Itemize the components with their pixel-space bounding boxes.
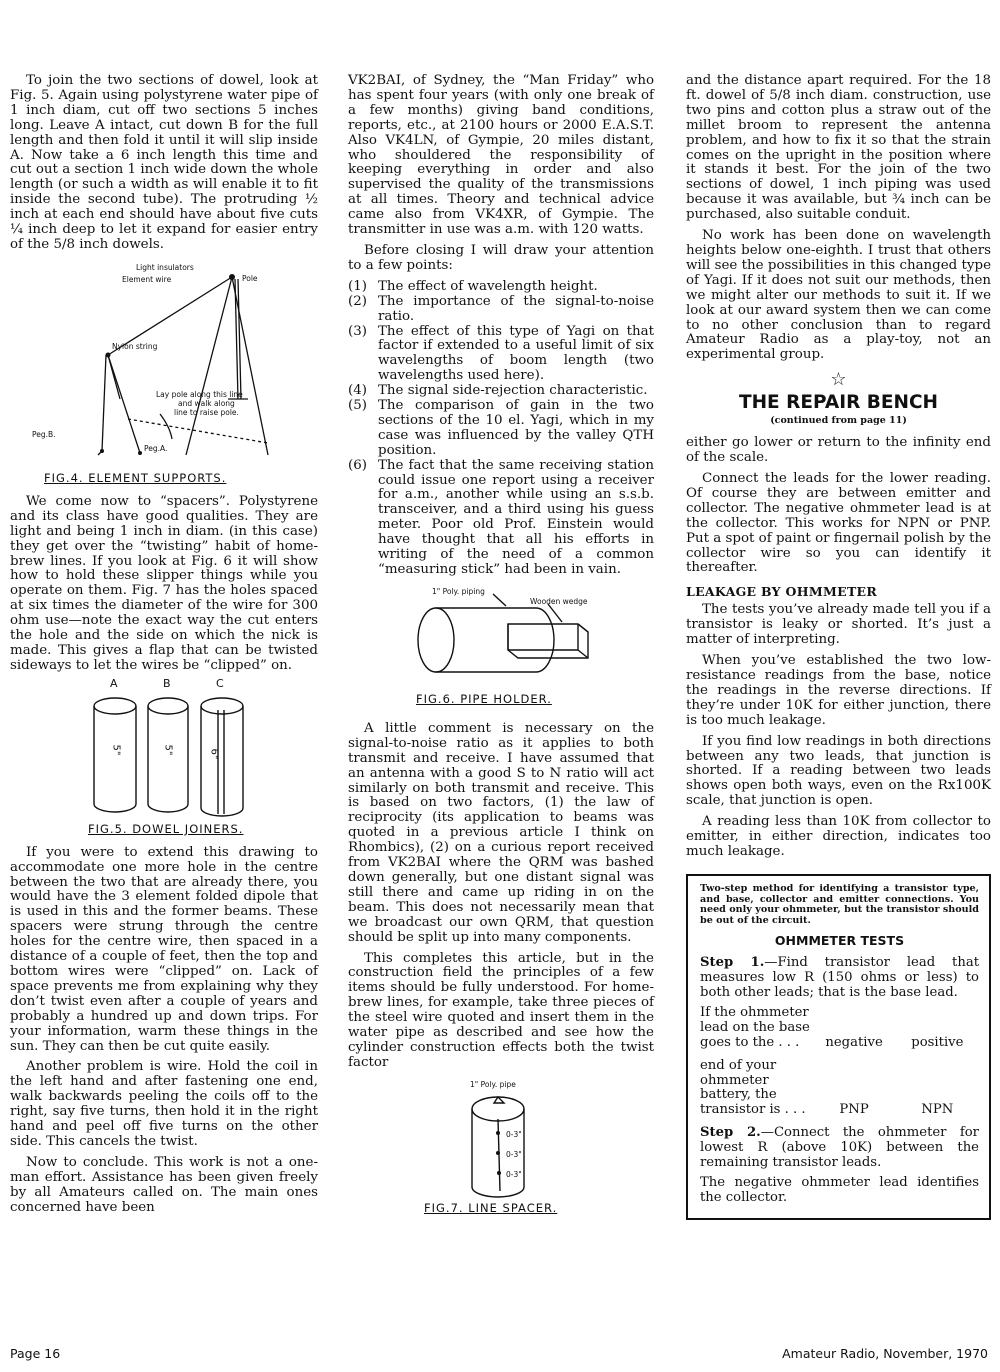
paragraph: The tests you’ve already made tell you if a transistor is leaky or shorted. It’s just a matter of interpreting. xyxy=(686,602,991,648)
paragraph: Another problem is wire. Hold the coil in the left hand and after fastening one end, walk backwards peeling the coils off to the right, say five turns, then hold it in the right hand and peel off five turns on the other side. This cancels the twist. xyxy=(10,1059,318,1149)
figure-7-drawing xyxy=(348,1079,654,1201)
label-c-length: 6" xyxy=(208,748,220,760)
label-peg-a: Peg.A. xyxy=(144,443,168,453)
row-2-pnp: PNP xyxy=(839,1102,869,1118)
list-item-number: (5) xyxy=(348,398,367,414)
row-2-text: end of your ohmmeter battery, the transistor is . . . xyxy=(700,1057,806,1118)
lookup-row-1 xyxy=(700,1006,979,1050)
list-item xyxy=(348,295,654,325)
label-pole: Pole xyxy=(242,273,258,283)
list-item-text: The effect of this type of Yagi on that factor if extended to a useful limit of six wavelengths of boom length (two wavelengths used here). xyxy=(378,323,654,384)
paragraph: A reading less than 10K from collector to emitter, in either direction, indicates too much leakage. xyxy=(686,814,991,859)
figure-7-caption: FIG.7. LINE SPACER. xyxy=(424,1200,558,1215)
step-1 xyxy=(700,956,979,1000)
paragraph: Now to conclude. This work is not a one-man effort. Assistance has been given freely by all Amateurs called on. The main ones concerned have been xyxy=(10,1154,318,1215)
box-final: The negative ohmmeter lead identifies the collector. xyxy=(700,1175,979,1206)
label-a: A xyxy=(110,676,118,690)
step-2 xyxy=(700,1126,979,1170)
label-element-wire: Element wire xyxy=(122,274,172,284)
star-icon: ☆ xyxy=(830,369,847,391)
list-item-text: The signal side-rejection characteristic. xyxy=(378,383,648,399)
list-item-text: The effect of wavelength height. xyxy=(378,278,598,294)
label-light-insulators: Light insulators xyxy=(136,262,194,272)
paragraph: No work has been done on wavelength heights below one-eighth. I trust that others will see the possibilities in this changed type of Yagi. If it does not suit our methods, then we might alter our methods to suit it. If we look at our award system then we can come to no other conclusion than to regard Amateur Radio as a play-toy, not an experimental group. xyxy=(686,228,991,363)
paragraph: To join the two sections of dowel, look at Fig. 5. Again using polystyrene water pipe of 1 inch diam, cut off two sections 5 inches long. Leave A intact, cut down B for the full length and then fold it until it will slip inside A. Now take a 6 inch length this time and cut out a section 1 inch wide down the whole length (or such a width as will enable it to fit inside the second tube). The protruding ½ inch at each end should have about five cuts ¼ inch deep to let it expand for easier entry of the 5/8 inch dowels. xyxy=(10,73,318,252)
label-c: C xyxy=(216,676,224,690)
row-1-positive: positive xyxy=(911,1035,964,1051)
step-1-label: Step 1. xyxy=(700,955,765,971)
figure-6-caption: FIG.6. PIPE HOLDER. xyxy=(416,691,552,706)
list-item-text: The fact that the same receiving station could issue one report using a receiver for a.m., another while using an s.s.b. transceiver, and a third using his guess meter. Poor old Prof. Einstein would have thought that all his efforts in writing of the need of a common “measuring stick” had been in vain. xyxy=(378,457,654,577)
list-item xyxy=(348,399,654,459)
page-number: Page 16 xyxy=(10,1346,61,1361)
paragraph: Connect the leads for the lower reading. Of course they are between emitter and collector. The negative ohmmeter lead is at the collector. This works for NPN or PNP. Put a spot of paint or fingernail polish by the collector wire so you can identify it thereafter. xyxy=(686,471,991,576)
figure-4-drawing xyxy=(10,259,318,467)
list-item-number: (1) xyxy=(348,278,367,294)
paragraph: If you were to extend this drawing to accommodate one more hole in the centre between the two that are already there, you would have the 3 element folded dipole that is used in this and the former beams. These spacers were strung through the centre holes for the centre wire, then spaced in a distance of a couple of feet, then the top and bottom wires were “clipped” on. Lack of space prevents me from explaining why they don’t twist even after a couple of years and probably a hundred up and down trips. For your information, warm these things in the sun. They can then be cut quite easily. xyxy=(10,844,318,1054)
label-nylon-string: Nylon string xyxy=(112,341,158,351)
row-1-text: If the ohmmeter lead on the base goes to the . . . xyxy=(700,1005,810,1051)
label-spacing-2: 0-3" xyxy=(506,1149,522,1159)
step-2-label: Step 2. xyxy=(700,1125,761,1141)
row-2-npn: NPN xyxy=(921,1102,954,1118)
list-item xyxy=(348,280,654,295)
label-spacing-3: 0-3" xyxy=(506,1169,522,1179)
paragraph: and the distance apart required. For the 18 ft. dowel of 5/8 inch diam. construction, use two pins and cotton plus a straw out of the millet broom to represent the antenna problem, and how to fix it so that the strain comes on the upright in the position where it stands it best. For the join of the two sections of dowel, 1 inch piping was used because it was available, but ¾ inch can be purchased, also suitable conduit. xyxy=(686,73,991,223)
label-a-length: 5" xyxy=(110,744,122,756)
list-item-number: (2) xyxy=(348,293,367,309)
figure-4-caption: FIG.4. ELEMENT SUPPORTS. xyxy=(44,470,227,485)
row-1-negative: negative xyxy=(825,1035,883,1051)
label-raise-pole: line to raise pole. xyxy=(174,407,239,417)
label-poly-piping: 1" Poly. piping xyxy=(432,586,485,596)
figure-6-drawing xyxy=(348,588,654,688)
label-wooden-wedge: Wooden wedge xyxy=(530,596,588,606)
paragraph: If you find low readings in both directions between any two leads, that junction is shorted. If a reading between two leads shows open both ways, even on the Rx100K scale, that junction is open. xyxy=(686,733,991,809)
list-item-number: (6) xyxy=(348,457,367,473)
lookup-row-2 xyxy=(700,1059,979,1118)
list-item-number: (4) xyxy=(348,383,367,399)
paragraph: Before closing I will draw your attention to a few points: xyxy=(348,242,654,273)
paragraph: We come now to “spacers”. Polystyrene and its class have good qualities. They are light and being 1 inch in diam. (in this case) they get over the “twisting” habit of home-brew lines. If you look at Fig. 6 it will show how to hold these slipper things while you operate on them. Fig. 7 has the holes spaced at six times the diameter of the wire for 300 ohm use—note the exact way the cut enters the hole and the side on which the nick is made. This gives a flap that can be twisted sideways to let the wires be “clipped” on. xyxy=(10,493,318,673)
box-title: OHMMETER TESTS xyxy=(774,933,905,949)
paragraph: either go lower or return to the infinity end of the scale. xyxy=(686,435,991,466)
paragraph: A little comment is necessary on the signal-to-noise ratio as it applies to both transmit and receive. I have assumed that an antenna with a good S to N ratio will act similarly on both transmit and receive. This is based on two factors, (1) the law of reciprocity (its application to beams was quoted in a previous article I think on Rhombics), (2) on a curious report received from VK2BAI where the QRM was bashed down generally, but one distant signal was still there and came up riding in on the beam. This does not necessarily mean that we broadcast our own QRM, that question should be split up into many components. xyxy=(348,720,654,945)
step-1-text: —Find transistor lead that measures low R (150 ohms or less) to both other leads; that is the base lead. xyxy=(700,955,979,1000)
section-heading: THE REPAIR BENCH xyxy=(738,392,939,414)
column-1 xyxy=(10,74,318,1222)
magazine-issue: Amateur Radio, November, 1970 xyxy=(782,1346,988,1361)
label-poly-pipe: 1" Poly. pipe xyxy=(470,1079,516,1089)
figure-4-element-supports xyxy=(10,259,318,467)
paragraph: When you’ve established the two low-resistance readings from the base, notice the readings in the reverse directions. If they’re under 10K for either junction, there is too much leakage. xyxy=(686,653,991,728)
box-intro: Two-step method for identifying a transistor type, and base, collector and emitter connections. You need only your ohmmeter, but the transistor should be out of the circuit. xyxy=(700,882,979,927)
column-2 xyxy=(348,74,654,1225)
list-item xyxy=(348,384,654,399)
subsection-title: LEAKAGE BY OHMMETER xyxy=(686,584,878,600)
paragraph: VK2BAI, of Sydney, the “Man Friday” who has spent four years (with only one break of a few months) giving band conditions, reports, etc., at 2100 hours or 2000 E.A.S.T. Also VK4LN, of Gympie, 20 miles distant, who shouldered the responsibility of keeping everything in order and also supervised the quality of the transmissions at all times. Theory and technical advice came also from VK4XR, of Gympie. The transmitter in use was a.m. with 120 watts. xyxy=(348,73,654,238)
ohmmeter-tests-box xyxy=(686,874,991,1220)
figure-6-pipe-holder xyxy=(348,588,654,688)
list-item xyxy=(348,459,654,578)
label-b: B xyxy=(163,676,171,690)
list-item xyxy=(348,325,654,385)
label-peg-b: Peg.B. xyxy=(32,429,56,439)
figure-5-dowel-joiners xyxy=(10,676,318,818)
label-walk-along: and walk along xyxy=(178,398,235,408)
points-list xyxy=(348,280,654,578)
figure-5-caption: FIG.5. DOWEL JOINERS. xyxy=(88,821,244,836)
label-spacing-1: 0-3" xyxy=(506,1129,522,1139)
list-item-text: The importance of the signal-to-noise ratio. xyxy=(378,293,654,324)
figure-7-line-spacer xyxy=(348,1079,654,1201)
column-3 xyxy=(686,74,991,1220)
paragraph: This completes this article, but in the construction field the principles of a few items should be fully understood. For home-brew lines, for example, take three pieces of the steel wire quoted and insert them in the water pipe as described and see how the cylinder construction effects both the twist factor xyxy=(348,950,654,1070)
label-lay-pole: Lay pole along this line xyxy=(156,389,243,399)
list-item-text: The comparison of gain in the two sections of the 10 el. Yagi, which in my case was influenced by the valley QTH position. xyxy=(378,398,654,458)
step-2-text: —Connect the ohmmeter for lowest R (above 10K) between the remaining transistor leads. xyxy=(700,1125,979,1170)
label-b-length: 5" xyxy=(162,744,174,756)
continued-note: (continued from page 11) xyxy=(770,415,907,427)
list-item-number: (3) xyxy=(348,323,367,339)
